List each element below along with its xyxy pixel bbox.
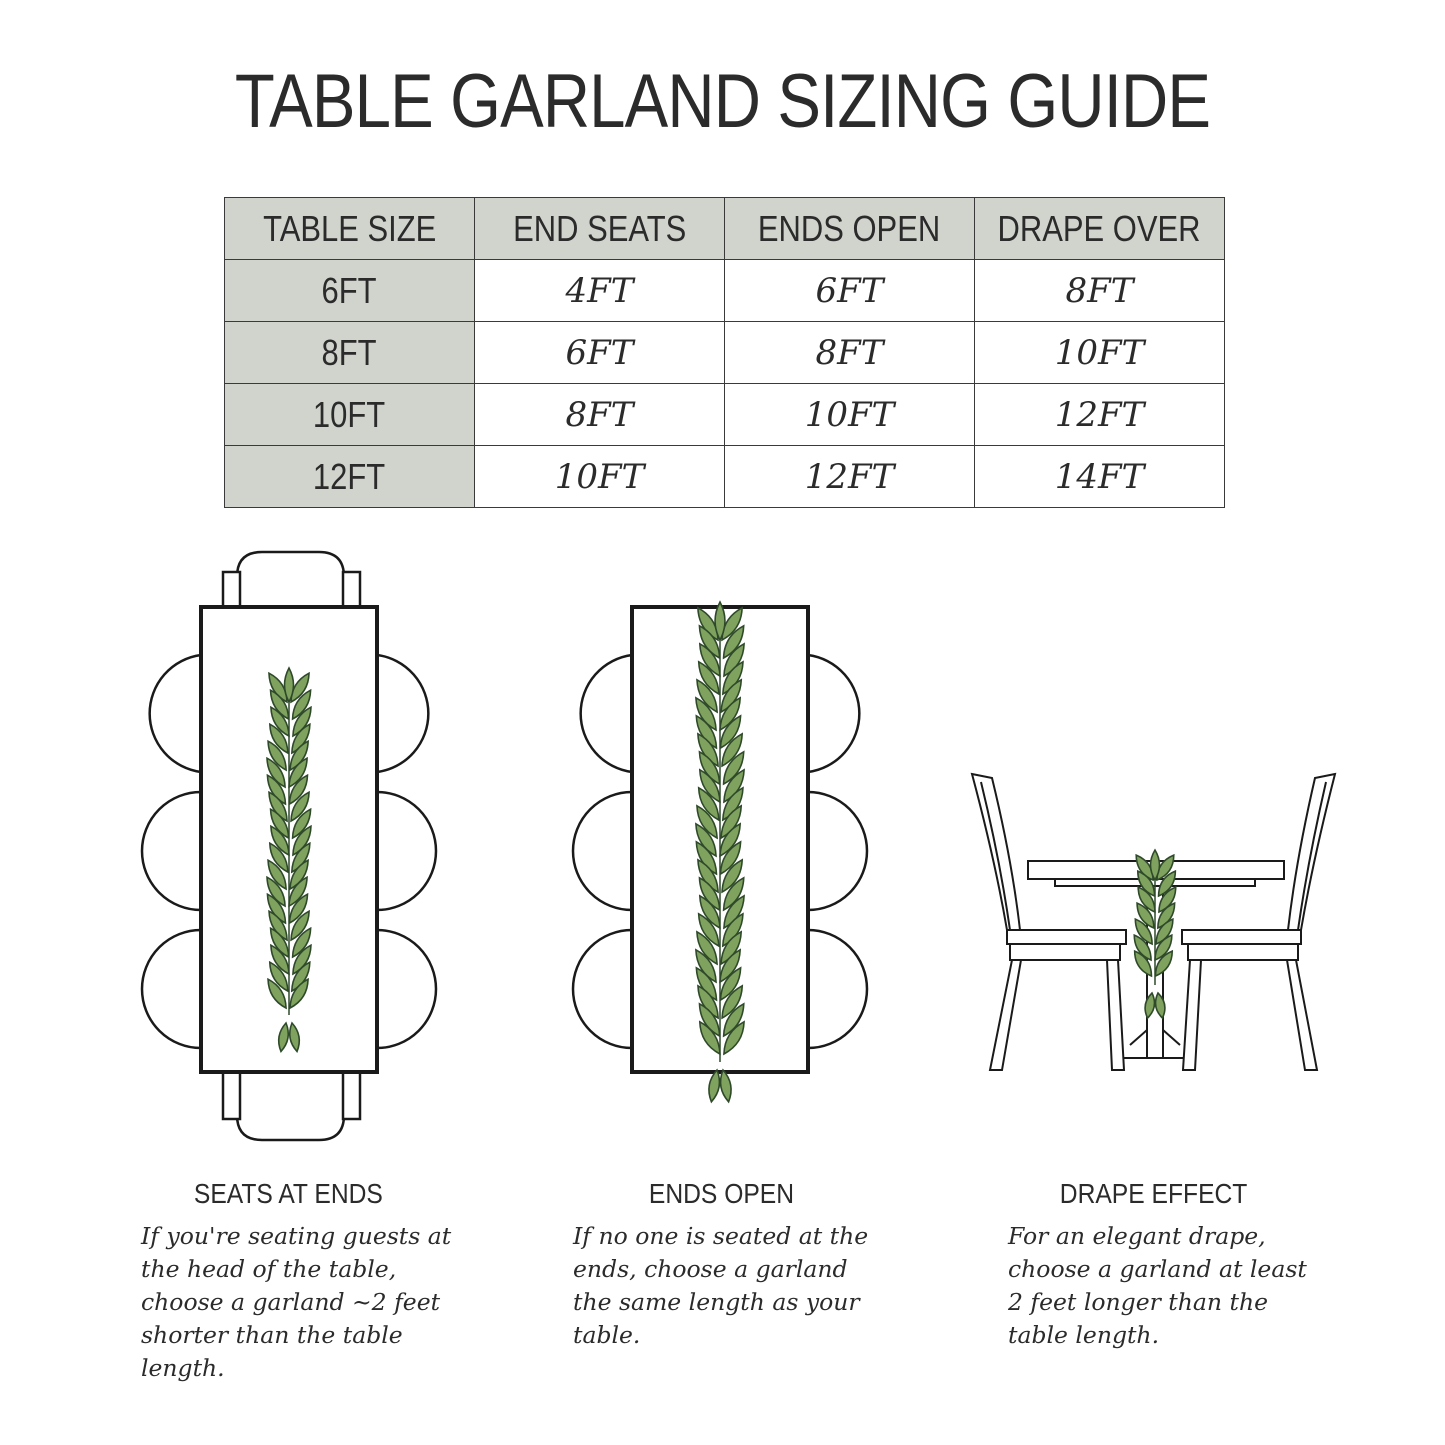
caption-body-seats-at-ends: If you're seating guests at the head of the table, choose a garland ~2 feet shorter than the table length.	[141, 1222, 452, 1382]
chair-right-2	[377, 792, 436, 910]
chair-top	[237, 552, 344, 607]
chair-bottom-leg-left	[223, 1072, 240, 1119]
caption-heading-seats-at-ends: SEATS AT ENDS	[193, 1178, 383, 1209]
chair-right-3	[377, 930, 436, 1048]
drape-over-cell: 12FT	[975, 384, 1225, 446]
left-chair-leg-front	[990, 960, 1021, 1070]
chair-right-2	[808, 792, 867, 910]
left-chair-seat	[1007, 930, 1126, 944]
header-drape-over: DRAPE OVER	[975, 198, 1225, 260]
table-size-cell: 12FT	[225, 446, 475, 508]
header-ends-open: ENDS OPEN	[725, 198, 975, 260]
right-chair-leg-back	[1183, 960, 1201, 1070]
caption-body-drape-effect: For an elegant drape, choose a garland at least 2 feet longer than the table length.	[1008, 1222, 1307, 1349]
drape-over-cell: 8FT	[975, 260, 1225, 322]
chair-left-1	[581, 655, 632, 772]
chair-left-2	[573, 792, 632, 910]
chair-bottom-leg-right	[343, 1072, 360, 1119]
header-table-size: TABLE SIZE	[225, 198, 475, 260]
chair-right-1	[808, 655, 859, 772]
chair-top-leg-right	[343, 572, 360, 607]
ends-open-cell: 10FT	[725, 384, 975, 446]
drape-over-cell: 10FT	[975, 322, 1225, 384]
leaf-icon	[1151, 850, 1160, 880]
ends-open-cell: 12FT	[725, 446, 975, 508]
chair-bottom	[237, 1072, 344, 1140]
caption-heading-drape-effect: DRAPE EFFECT	[1060, 1178, 1248, 1209]
chair-left-2	[142, 792, 201, 910]
caption-body-ends-open: If no one is seated at the ends, choose a garland the same length as your table.	[573, 1222, 869, 1349]
ends-open-cell: 8FT	[725, 322, 975, 384]
header-end-seats: END SEATS	[475, 198, 725, 260]
chair-right-3	[808, 930, 867, 1048]
table-size-cell: 6FT	[225, 260, 475, 322]
leaf-icon	[718, 1069, 733, 1103]
page-title: TABLE GARLAND SIZING GUIDE	[234, 59, 1211, 144]
chair-left-3	[573, 930, 632, 1048]
ends-open-cell: 6FT	[725, 260, 975, 322]
chair-left-1	[150, 655, 201, 772]
chair-right-1	[377, 655, 428, 772]
end-seats-cell: 8FT	[475, 384, 725, 446]
table-size-cell: 10FT	[225, 384, 475, 446]
drape-over-cell: 14FT	[975, 446, 1225, 508]
right-chair-leg-front	[1287, 960, 1317, 1070]
end-seats-cell: 4FT	[475, 260, 725, 322]
left-chair-apron	[1010, 944, 1120, 960]
end-seats-cell: 6FT	[475, 322, 725, 384]
chair-left-3	[142, 930, 201, 1048]
leaf-icon	[707, 1069, 722, 1103]
caption-heading-ends-open: ENDS OPEN	[648, 1178, 794, 1209]
right-chair-seat	[1182, 930, 1301, 944]
table-size-cell: 8FT	[225, 322, 475, 384]
end-seats-cell: 10FT	[475, 446, 725, 508]
chair-top-leg-left	[223, 572, 240, 607]
left-chair-leg-back	[1107, 960, 1124, 1070]
right-chair-apron	[1188, 944, 1298, 960]
